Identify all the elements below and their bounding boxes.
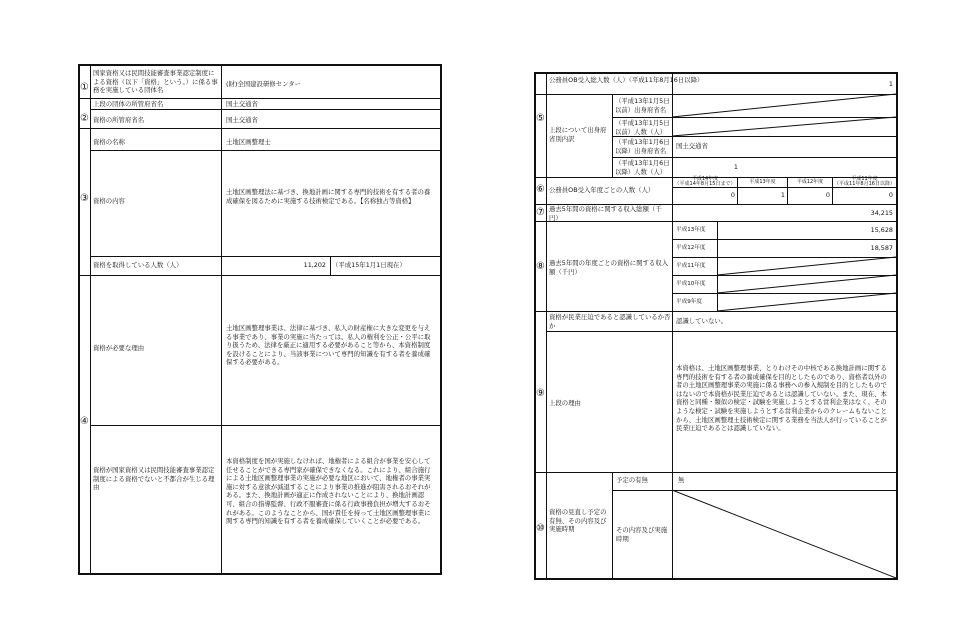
ob-sub-label: （平成13年1月6日以降）人数（人） [615,159,670,176]
row-number: ⑦ [536,207,545,218]
org-ministry-label: 上段の団体の所管府省名 [93,100,164,108]
income-year-value: 15,628 [870,226,893,234]
right-document-page [534,72,898,580]
competition-reason-value: 本資格は、土地区画整理事業、とりわけその中核である換地計画に関する専門的技術を有する者の養成確保を目的としたものであり、資格者以外の者の土地区画整理事業の実施に係る事務への参入規制を目的としたものではないので本資格が民業圧迫であるとは認識していない。また、現在、本資格と同種・類似の検定・試験を実施しようとする営利企業はなく、そのような検定・試験を実施しようとする営利企業からのクレームもないことから、土地区画整理士技術検定に関する業務を当法人が行っていることが民業圧迫であるとは認識していない。 [676,364,887,433]
holder-count-value: 11,202 [303,261,326,269]
income-year-label: 平成10年度 [676,281,706,287]
ob-year-header: 平成12年度 [796,179,824,185]
review-plan-has-value: 無 [678,476,685,484]
competition-reason-label: 上段の理由 [549,399,581,407]
row-number: ② [80,113,89,124]
income-year-value: 18,587 [870,244,893,252]
row-line [90,256,440,257]
cert-ministry-label: 資格の所管府省名 [93,116,145,124]
income-total-label: 過去5年間の資格に関する収入総額（千円） [549,205,662,222]
ob-sub-value: 国土交通省 [676,142,708,150]
cert-content-value: 土地区画整理法に基づき、換地計画に関する専門的技術を有する者の養成確保を図るために実施する技術検定である。【名称独占等資格】 [226,188,431,205]
competition-question-label: 資格が民業圧迫であると認識しているか否か [549,313,671,330]
problem-reason-label: 資格が国家資格又は民間技能審査事業認定制度による資格でないと不都合が生じる理由 [93,466,215,492]
ob-year-header: 平成13年度 [749,179,776,185]
need-reason-label: 資格が必要な理由 [93,344,145,352]
row-line [80,128,440,129]
row-number: ⑨ [536,388,545,399]
ob-year-value: 0 [730,191,735,199]
income-year-label: 平成11年度 [676,263,706,269]
ob-year-header: 平成14年度 （平成14年8月15日まで） [674,176,736,188]
ob-year-value: 0 [825,191,830,199]
row-number: ① [80,82,89,93]
row-line [90,425,440,426]
holder-count-note: （平成15年1月1日現在） [332,261,406,269]
cert-content-label: 資格の内容 [93,197,125,205]
income-year-label: 平成12年度 [676,245,706,251]
org-name-label: 国家資格又は民間技能審査事業認定制度による資格（以下「資格」という。）に係る事務を実施している団体名 [93,69,218,95]
org-name-value: (財)全国建設研修センター [226,80,302,88]
ob-year-value: 1 [780,191,785,199]
review-plan-detail-label: その内容及び実施時期 [616,526,668,543]
row-number: ⑤ [536,113,545,124]
row-number: ⑥ [536,184,545,195]
review-plan-has-label: 予定の有無 [616,476,648,484]
org-ministry-value: 国土交通省 [226,100,258,108]
competition-question-value: 認識していない。 [676,317,728,325]
holder-count-label: 資格を取得している人数（人） [93,261,183,269]
ob-yearly-label: 公務員OB受入年度ごとの人数（人） [549,186,655,194]
ob-sub-value: 1 [733,163,738,171]
row-line [80,275,440,276]
cert-name-label: 資格の名称 [93,138,125,146]
ob-sub-label: （平成13年1月5日以前）人数（人） [615,119,670,136]
need-reason-value: 土地区画整理事業は、法律に基づき、私人の財産権に大きな変更を与える事業であり、事業の実施に当たっては、私人の権利を公正・公平に取り扱うため、法律を厳正に適用する必要があること等から、本資格制度を設けることにより、当該事業について専門的知識を有する者を養成確保する必要がある。 [226,324,431,367]
ob-sub-label: （平成13年1月5日以前）出身府省名 [615,97,670,114]
row-line [90,150,440,151]
cert-ministry-value: 国土交通省 [226,116,258,124]
ob-breakdown-label: 上段について出身府省別内訳 [549,126,607,143]
income-year-label: 平成13年度 [676,227,706,233]
row-line [80,98,440,99]
ob-total-label: 公務員OB受入総人数（人）（平成11年8月16日以降） [549,76,704,84]
row-number: ③ [80,193,89,204]
review-plan-label: 資格の見直し予定の有無、その内容及び実施時期 [549,508,607,534]
ob-total-value: 1 [888,80,893,88]
col-divider-no [90,66,91,573]
row-number: ⑧ [536,261,545,272]
income-year-label: 平成9年度 [676,299,702,305]
row-number: ⑩ [536,523,545,534]
ob-sub-label: （平成13年1月6日以降）出身府省名 [615,138,670,155]
cert-name-value: 土地区画整理士 [226,138,271,146]
income-total-value: 34,215 [870,209,893,217]
income-yearly-label: 過去5年間の年度ごとの資格に関する収入額（千円） [549,259,669,276]
left-document-page [78,64,442,575]
ob-year-header: 平成11年度 （平成11年8月16日以降） [834,176,895,188]
col-divider-count [330,256,331,275]
ob-year-value: 0 [888,191,893,199]
row-line [90,109,440,110]
col-divider-value [221,66,222,573]
problem-reason-value: 本資格制度を国が実施しなければ、地権者による組合が事業を安心して任せることができる専門家が確保できなくなる。これにより、組合施行による土地区画整理事業の実施が必要な地区において、地権者の事業実施に対する意欲が減退することにより事業の推進が阻害されるおそれがある。また、換地計画が適正に作成されないことにより、換地計画認可、組合の指導監督、行政不服審査に係る行政事務負担が増大するおそれがある。このようなことから、国が責任を持って土地区画整理事業に関する専門的知識を有する者を養成確保していくことが必要である。 [226,457,431,526]
row-number: ④ [80,416,89,427]
